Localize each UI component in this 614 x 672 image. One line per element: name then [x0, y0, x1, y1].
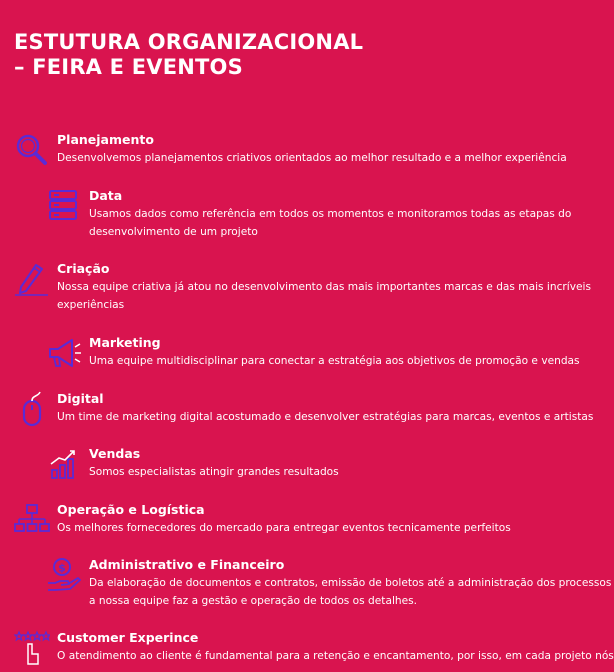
item-heading: Criação: [57, 261, 110, 276]
growth-chart-icon: [46, 446, 82, 482]
item-heading: Customer Experince: [57, 630, 199, 645]
item-description: Da elaboração de documentos e contratos, emissão de boletos até a administração dos processos a nossa equipe faz a gestão e operação de todos os detalhes.: [89, 577, 612, 607]
customer-rating-icon: [14, 630, 50, 666]
magnifier-icon: [14, 132, 50, 168]
item-heading: Operação e Logística: [57, 502, 205, 517]
money-hand-icon: [46, 557, 82, 593]
item-description: Desenvolvemos planejamentos criativos orientados ao melhor resultado e a melhor experiência: [57, 152, 567, 164]
megaphone-icon: [46, 335, 82, 371]
item-heading: Planejamento: [57, 132, 154, 147]
item-description: Usamos dados como referência em todos os momentos e monitoramos todas as etapas do desenvolvimento de um projeto: [89, 208, 572, 238]
svg-text:$: $: [58, 561, 66, 575]
pencil-icon: [14, 261, 50, 297]
database-icon: [46, 188, 82, 224]
page-title-line-1: ESTUTURA ORGANIZACIONAL: [14, 30, 364, 54]
item-heading: Digital: [57, 391, 104, 406]
item-heading: Vendas: [89, 446, 141, 461]
item-description: Somos especialistas atingir grandes resultados: [89, 466, 339, 478]
item-description: Uma equipe multidisciplinar para conectar a estratégia aos objetivos de promoção e vendas: [89, 355, 580, 367]
item-description: Nossa equipe criativa já atou no desenvolvimento das mais importantes marcas e das mais incríveis experiências: [57, 281, 591, 311]
item-description: Os melhores fornecedores do mercado para entregar eventos tecnicamente perfeitos: [57, 522, 511, 534]
item-heading: Data: [89, 188, 123, 203]
item-description: Um time de marketing digital acostumado e desenvolver estratégias para marcas, eventos e artistas: [57, 411, 594, 423]
org-chart-icon: [14, 502, 50, 538]
item-description: O atendimento ao cliente é fundamental para a retenção e encantamento, por isso, em cada projeto nós: [57, 650, 614, 662]
page-title: [14, 30, 363, 80]
item-heading: Administrativo e Financeiro: [89, 557, 285, 572]
item-heading: Marketing: [89, 335, 161, 350]
mouse-icon: [14, 391, 50, 427]
page-title-line-2: – FEIRA E EVENTOS: [14, 55, 243, 79]
